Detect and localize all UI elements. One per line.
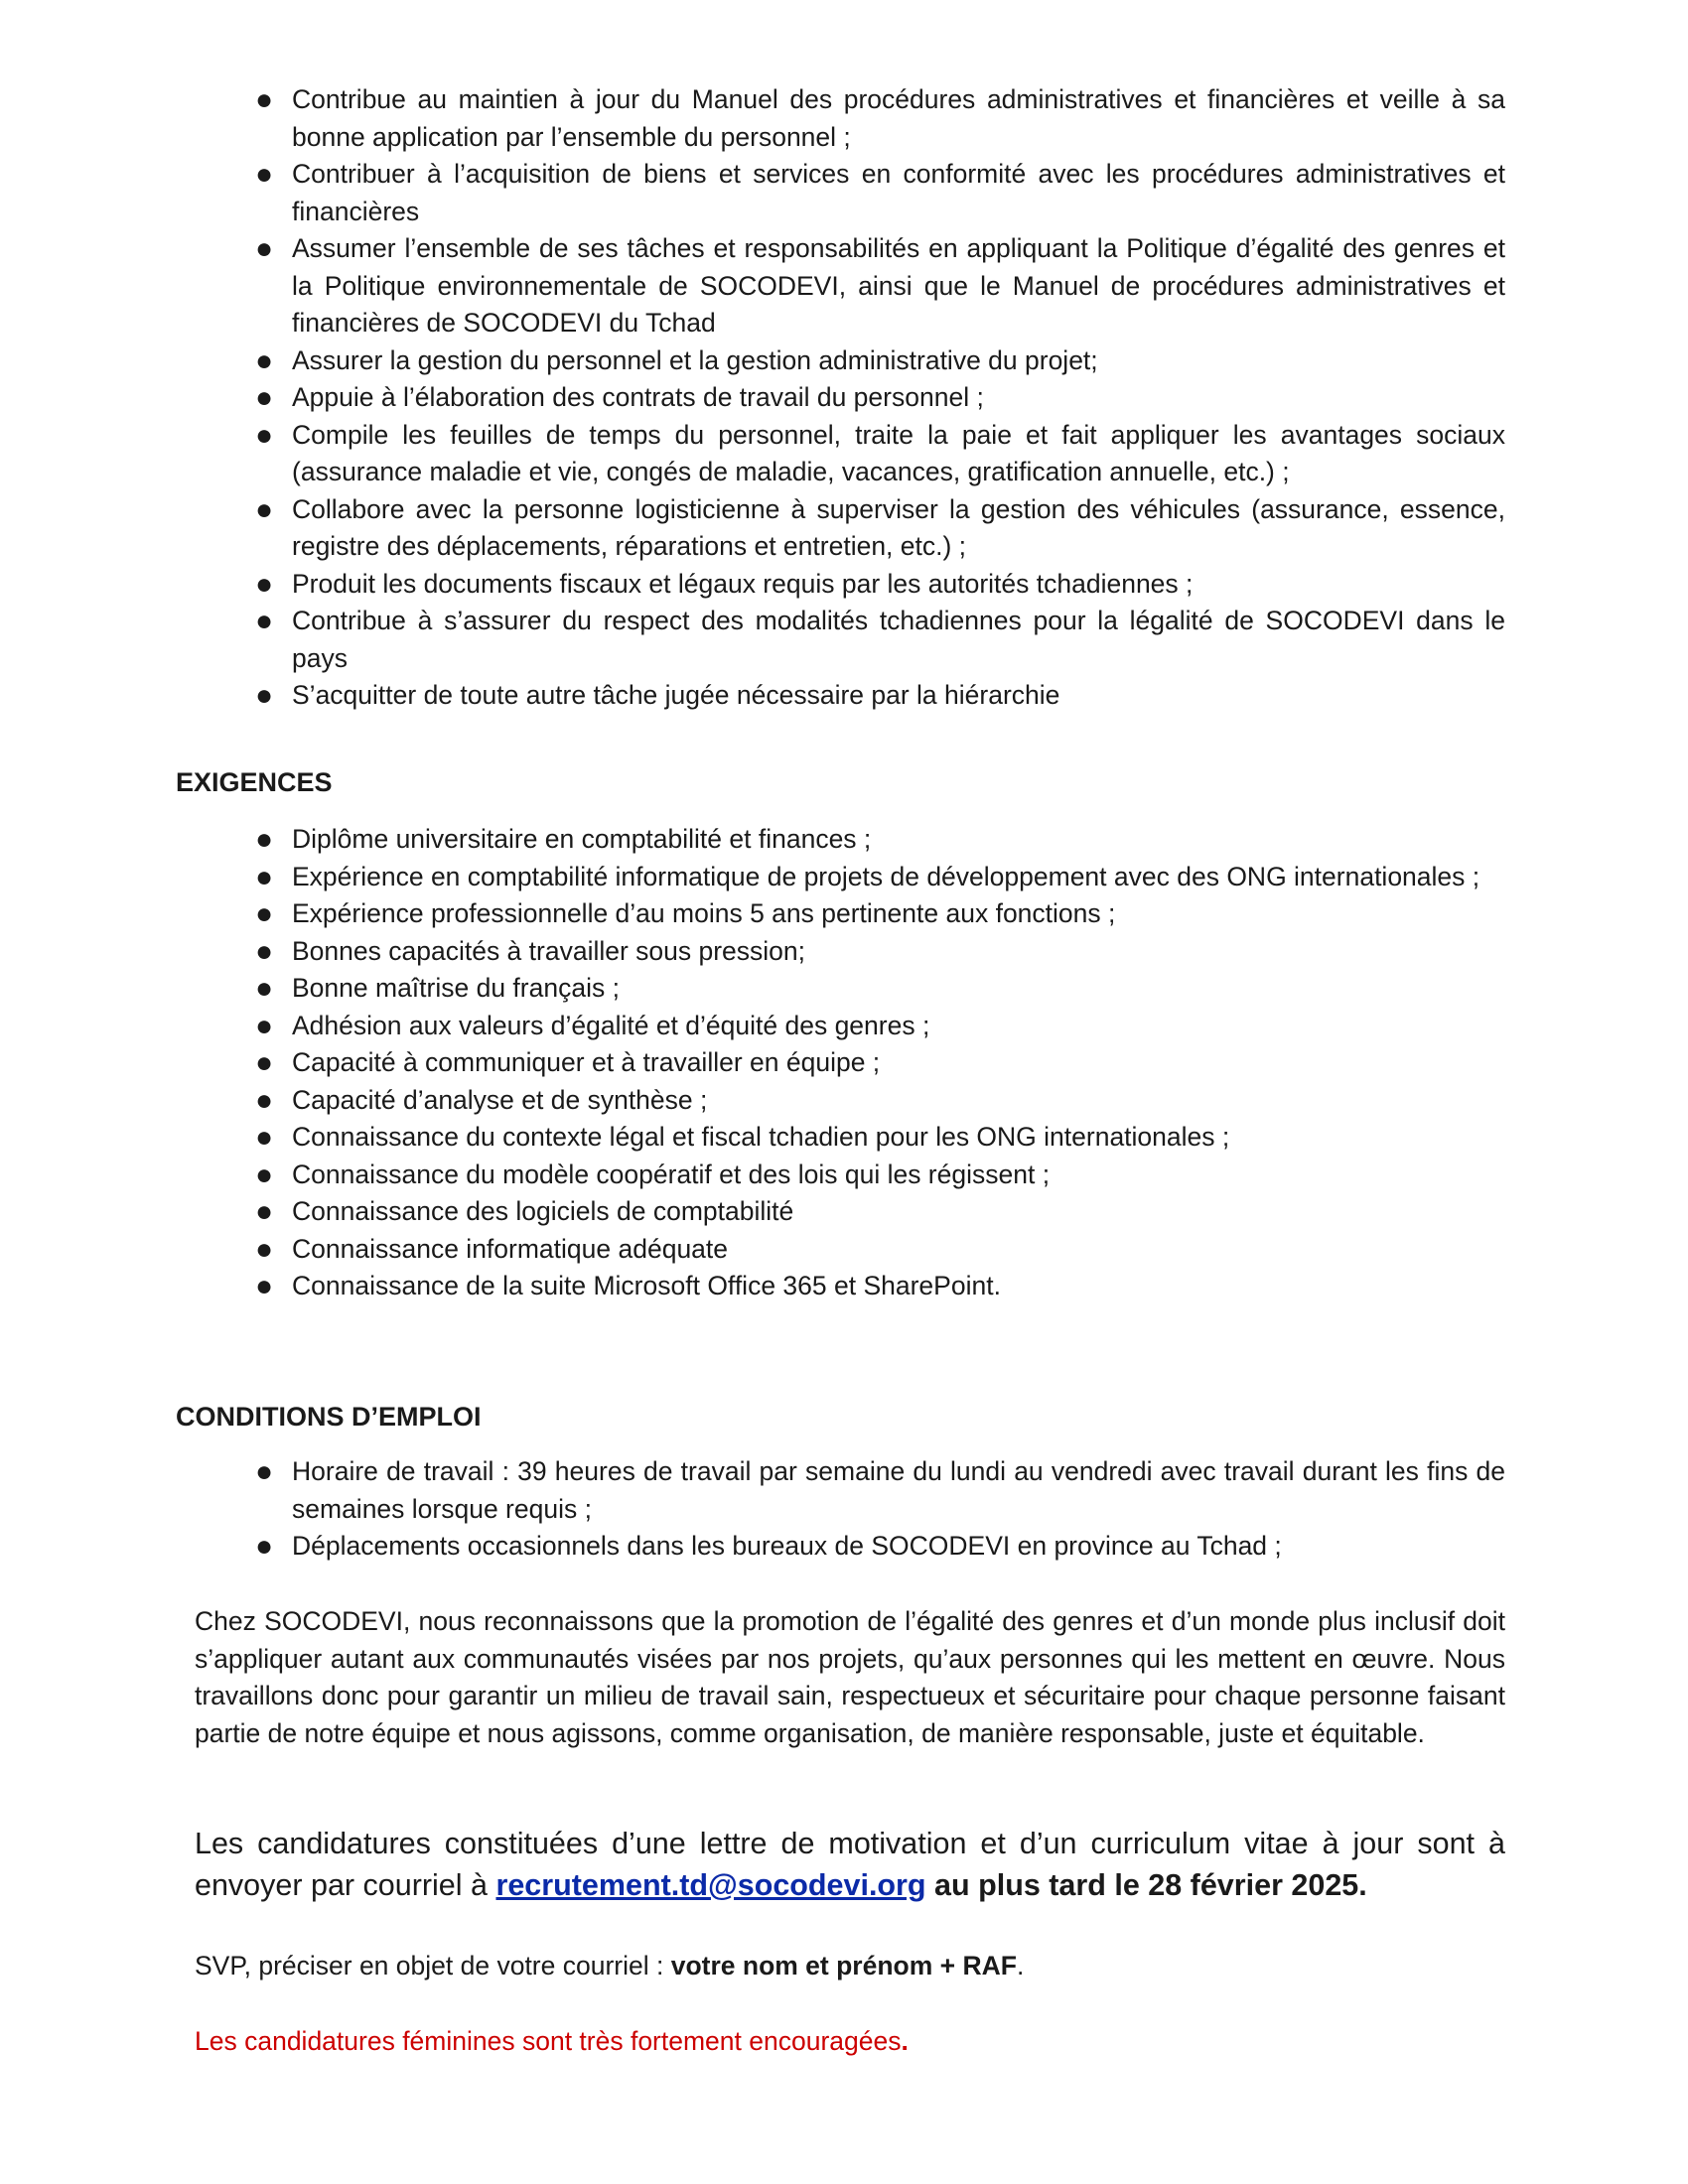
duty-text: Assumer l’ensemble de ses tâches et responsabilités en appliquant la Politique d’égalité des genres et la Politique environnementale de SOCODEVI, ainsi que le Manuel de procédures administratives et financières de SOCODEVI du Tchad [292,233,1505,338]
requirement-text: Capacité à communiquer et à travailler en équipe ; [292,1047,881,1077]
requirement-item [176,1082,1505,1120]
bullet-icon: ● [255,492,274,526]
bullet-icon: ● [255,972,274,1005]
bullet-icon: ● [255,1158,274,1191]
duty-text: Produit les documents fiscaux et légaux requis par les autorités tchadiennes ; [292,568,1194,599]
requirement-text: Connaissance du modèle coopératif et des lois qui les régissent ; [292,1159,1051,1189]
bullet-icon: ● [255,897,274,930]
duty-text: Collabore avec la personne logisticienne à superviser la gestion des véhicules (assurance, essence, registre des déplacements, réparations et entretien, etc.) ; [292,493,1505,561]
requirement-item [176,859,1505,896]
requirement-text: Expérience professionnelle d’au moins 5 ans pertinente aux fonctions ; [292,898,1116,928]
requirement-text: Connaissance des logiciels de comptabilité [292,1196,794,1226]
women-encouraged-note [195,2023,1505,2061]
duty-text: Appuie à l’élaboration des contrats de travail du personnel ; [292,382,984,412]
application-deadline: au plus tard le 28 février 2025. [925,1868,1367,1902]
bullet-icon: ● [255,1195,274,1228]
condition-item [176,1453,1505,1528]
condition-item [176,1528,1505,1566]
bullet-icon: ● [255,1530,274,1563]
women-end: . [901,2026,909,2056]
requirement-text: Diplôme universitaire en comptabilité et finances ; [292,824,872,854]
requirements-heading: EXIGENCES [176,767,333,797]
email-subject-paragraph [195,1948,1505,1985]
duty-item [176,566,1505,604]
duty-item [176,417,1505,491]
requirement-item [176,1193,1505,1231]
duty-item [176,342,1505,380]
bullet-icon: ● [255,1121,274,1154]
bullet-icon: ● [255,934,274,968]
duty-text: Compile les feuilles de temps du personnel, traite la paie et fait appliquer les avantages sociaux (assurance maladie et vie, congés de maladie, vacances, gratification annuelle, etc.) ; [292,419,1505,486]
duty-item [176,81,1505,156]
duty-text: S’acquitter de toute autre tâche jugée nécessaire par la hiérarchie [292,680,1060,710]
duty-item [176,156,1505,230]
duty-item [176,603,1505,677]
duty-item [176,491,1505,566]
bullet-icon: ● [255,823,274,856]
requirement-item [176,933,1505,971]
requirement-item [176,821,1505,859]
women-text: Les candidatures féminines sont très fortement encouragées [195,2026,902,2056]
duty-text: Contribue au maintien à jour du Manuel des procédures administratives et financières et veille à sa bonne application par l’ensemble du personnel ; [292,84,1505,152]
bullet-icon: ● [255,418,274,452]
subject-value: votre nom et prénom + RAF [670,1951,1017,1980]
application-text: Les candidatures constituées d’une lettre de motivation et d’un curriculum vitae à jour sont à envoyer par courriel à [195,1827,1505,1902]
duty-text: Contribuer à l’acquisition de biens et services en conformité avec les procédures administratives et financières [292,159,1505,226]
requirements-list [176,821,1505,1305]
condition-text: Déplacements occasionnels dans les bureaux de SOCODEVI en province au Tchad ; [292,1531,1282,1561]
bullet-icon: ● [255,381,274,414]
bullet-icon: ● [255,1455,274,1488]
duty-text: Assurer la gestion du personnel et la gestion administrative du projet; [292,344,1098,375]
requirement-text: Expérience en comptabilité informatique de projets de développement avec des ONG internationales ; [292,861,1480,891]
duty-item [176,379,1505,417]
bullet-icon: ● [255,605,274,637]
bullet-icon: ● [255,232,274,265]
gender-equality-paragraph: Chez SOCODEVI, nous reconnaissons que la promotion de l’égalité des genres et d’un monde plus inclusif doit s’appliquer autant aux communautés visées par nos projets, qu’aux personnes qui les mettent en œuvre. Nous travaillons donc pour garantir un milieu de travail sain, respectueux et sécuritaire pour chaque personne faisant partie de notre équipe et nous agissons, comme organisation, de manière responsable, juste et équitable. [195,1606,1505,1748]
application-paragraph [195,1823,1505,1906]
duty-text: Contribue à s’assurer du respect des modalités tchadiennes pour la légalité de SOCODEVI dans le pays [292,606,1505,673]
subject-end: . [1016,1951,1025,1980]
duty-item [176,230,1505,342]
requirement-item [176,1157,1505,1194]
recruitment-email-link[interactable]: recrutement.td@socodevi.org [495,1868,926,1902]
bullet-icon: ● [255,1046,274,1079]
requirement-text: Adhésion aux valeurs d’égalité et d’équité des genres ; [292,1010,930,1040]
subject-text: SVP, préciser en objet de votre courriel : [195,1951,671,1980]
condition-text: Horaire de travail : 39 heures de travail par semaine du lundi au vendredi avec travail durant les fins de semaines lorsque requis ; [292,1456,1505,1524]
bullet-icon: ● [255,860,274,893]
bullet-icon: ● [255,158,274,191]
requirement-item [176,970,1505,1008]
conditions-list [176,1453,1505,1566]
bullet-icon: ● [255,1009,274,1042]
bullet-icon: ● [255,1270,274,1302]
bullet-icon: ● [255,567,274,601]
bullet-icon: ● [255,343,274,377]
duty-item [176,677,1505,715]
requirement-item [176,1119,1505,1157]
requirement-text: Bonnes capacités à travailler sous pression; [292,935,806,966]
requirement-item [176,1231,1505,1269]
requirement-text: Capacité d’analyse et de synthèse ; [292,1084,708,1115]
duties-list [176,81,1505,715]
requirement-item [176,1008,1505,1045]
requirement-text: Connaissance informatique adéquate [292,1233,729,1264]
conditions-heading: CONDITIONS D’EMPLOI [176,1402,482,1432]
requirement-text: Bonne maîtrise du français ; [292,973,620,1003]
bullet-icon: ● [255,83,274,116]
requirement-item [176,1268,1505,1305]
requirement-text: Connaissance de la suite Microsoft Office 365 et SharePoint. [292,1271,1001,1300]
requirement-text: Connaissance du contexte légal et fiscal tchadien pour les ONG internationales ; [292,1122,1230,1152]
requirement-item [176,895,1505,933]
bullet-icon: ● [255,679,274,712]
bullet-icon: ● [255,1232,274,1266]
requirement-item [176,1044,1505,1082]
bullet-icon: ● [255,1083,274,1117]
